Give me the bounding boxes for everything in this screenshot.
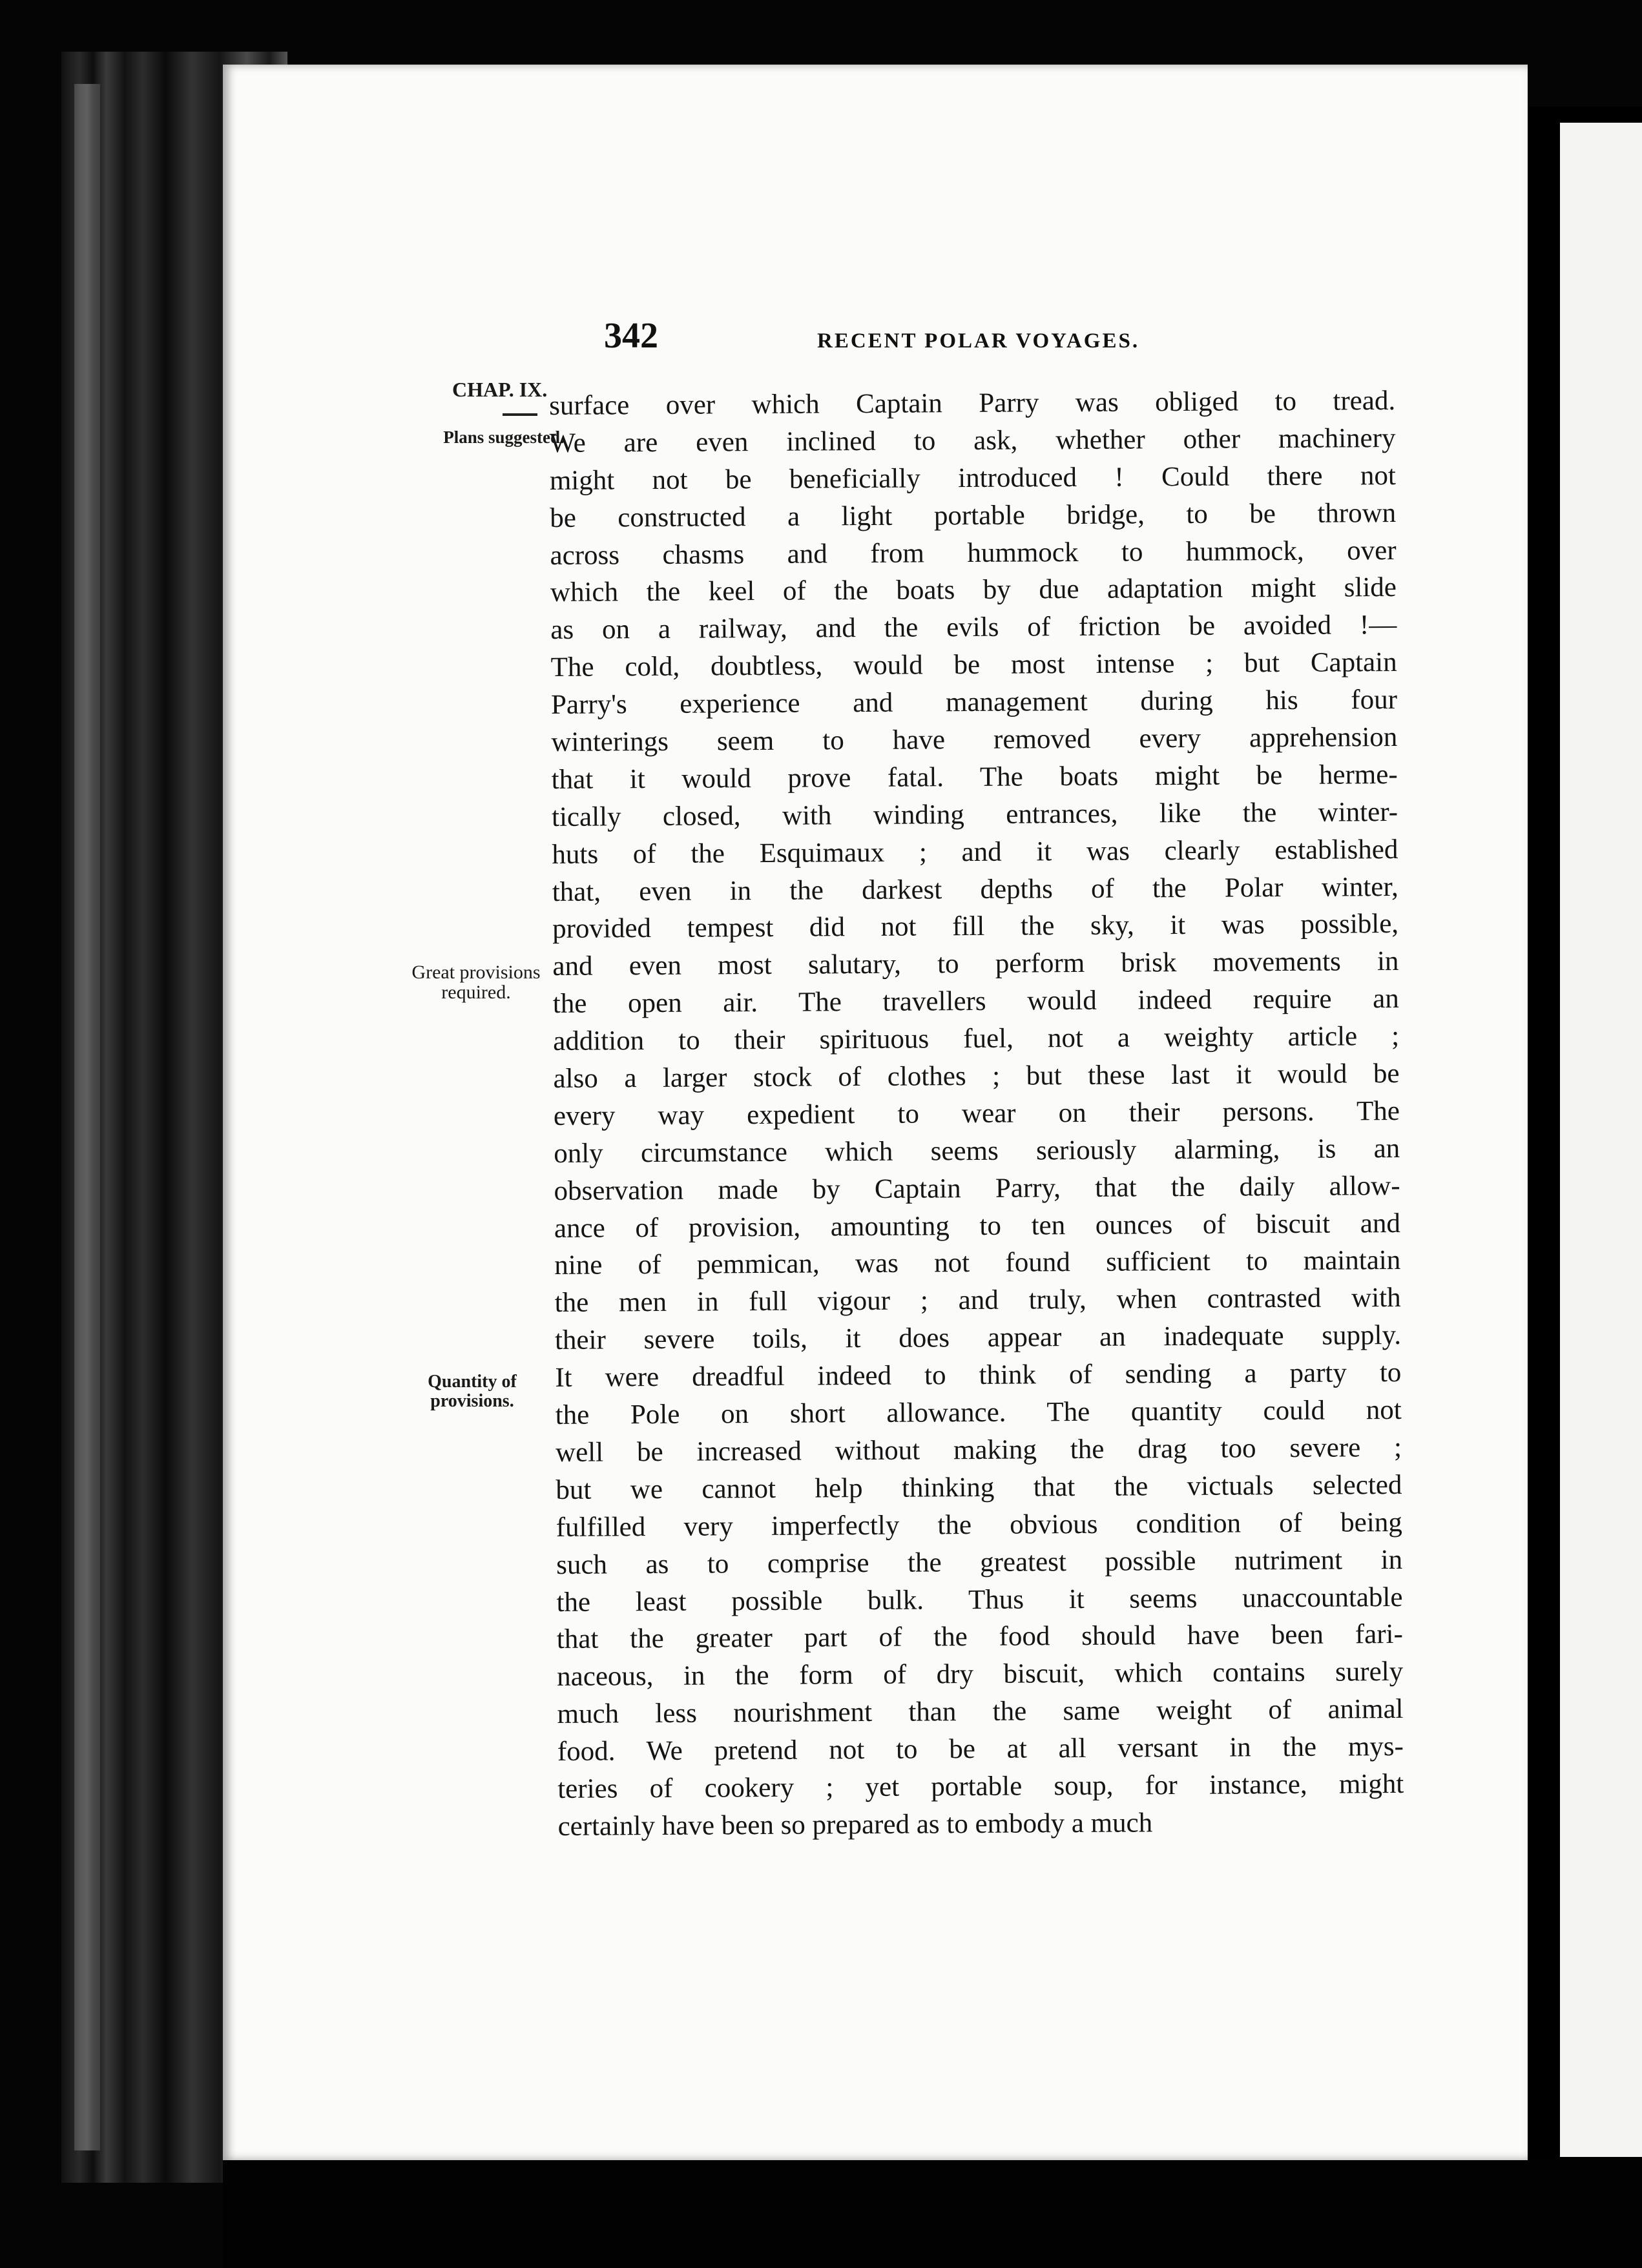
text-line: observation made by Captain Parry, that the daily allow- — [554, 1170, 1400, 1206]
page-stack-edge — [74, 84, 100, 2150]
text-line: tically closed, with winding entrances, like the winter- — [551, 796, 1398, 832]
text-line: The cold, doubtless, would be most intense ; but Captain — [550, 647, 1397, 683]
scan-bottom-margin — [223, 2160, 1642, 2268]
text-line: as on a railway, and the evils of friction be avoided !— — [550, 610, 1397, 646]
text-line: huts of the Esquimaux ; and it was clearly established — [552, 834, 1398, 870]
text-line: much less nourishment than the same weight of animal — [557, 1694, 1404, 1730]
text-line: the open air. The travellers would indeed require an — [552, 984, 1399, 1020]
text-line: their severe toils, it does appear an inadequate supply. — [554, 1320, 1402, 1356]
text-line: also a larger stock of clothes ; but these last it would be — [553, 1058, 1400, 1095]
margin-note-great-provisions: Great provisions required. — [411, 962, 541, 1003]
text-line: be constructed a light portable bridge, to be thrown — [550, 497, 1397, 533]
text-line: well be increased without making the drag too severe ; — [555, 1432, 1402, 1468]
page-number: 342 — [604, 316, 658, 356]
text-line: across chasms and from hummock to hummock, over — [550, 535, 1397, 571]
text-line: which the keel of the boats by due adaptation might slide — [550, 572, 1397, 608]
text-line: but we cannot help thinking that the victuals selected — [556, 1469, 1402, 1505]
margin-note-quantity: Quantity of provisions. — [428, 1372, 517, 1411]
chapter-label: CHAP. IX. — [452, 378, 548, 401]
text-line: Parry's experience and management during his four — [550, 685, 1398, 721]
text-line: food. We pretend not to be at all versant in the mys- — [557, 1731, 1404, 1768]
body-text — [549, 382, 1404, 1846]
text-line: surface over which Captain Parry was obliged to tread. — [549, 385, 1396, 421]
text-line: the least possible bulk. Thus it seems unaccountable — [556, 1582, 1403, 1618]
text-line: naceous, in the form of dry biscuit, which contains surely — [557, 1656, 1404, 1693]
running-head — [604, 315, 1392, 360]
text-line: every way expedient to wear on their persons. The — [553, 1095, 1400, 1131]
text-line: nine of pemmican, was not found sufficient to maintain — [554, 1245, 1401, 1281]
text-line: It were dreadful indeed to think of sending a party to — [555, 1357, 1402, 1394]
text-line: We are even inclined to ask, whether other machinery — [549, 422, 1396, 459]
text-line: addition to their spirituous fuel, not a weighty article ; — [553, 1021, 1400, 1057]
margin-note-plans: Plans suggested. — [443, 428, 565, 447]
text-line: such as to comprise the greatest possible nutriment in — [556, 1544, 1403, 1580]
running-title: RECENT POLAR VOYAGES. — [817, 329, 1140, 353]
text-line: fulfilled very imperfectly the obvious condition of being — [556, 1507, 1402, 1543]
chapter-rule — [503, 413, 537, 416]
text-line: that the greater part of the food should have been fari- — [556, 1619, 1403, 1655]
text-line: might not be beneficially introduced ! Could there not — [549, 460, 1397, 496]
text-line: provided tempest did not fill the sky, it was possible, — [552, 909, 1399, 945]
text-line: winterings seem to have removed every apprehension — [551, 722, 1398, 758]
text-line: that, even in the darkest depths of the Polar winter, — [552, 871, 1398, 907]
text-line: and even most salutary, to perform brisk movements in — [552, 946, 1399, 982]
text-line: teries of cookery ; yet portable soup, for instance, might — [557, 1768, 1404, 1804]
text-line: ance of provision, amounting to ten ounces of biscuit and — [554, 1208, 1401, 1244]
text-line: certainly have been so prepared as to embody a much — [557, 1808, 1153, 1842]
text-line: that it would prove fatal. The boats might be herme- — [551, 759, 1398, 795]
text-line: only circumstance which seems seriously alarming, is an — [554, 1133, 1400, 1169]
facing-page-sliver — [1560, 123, 1642, 2157]
text-line: the Pole on short allowance. The quantity could not — [555, 1395, 1402, 1431]
text-line: the men in full vigour ; and truly, when contrasted with — [554, 1283, 1401, 1319]
